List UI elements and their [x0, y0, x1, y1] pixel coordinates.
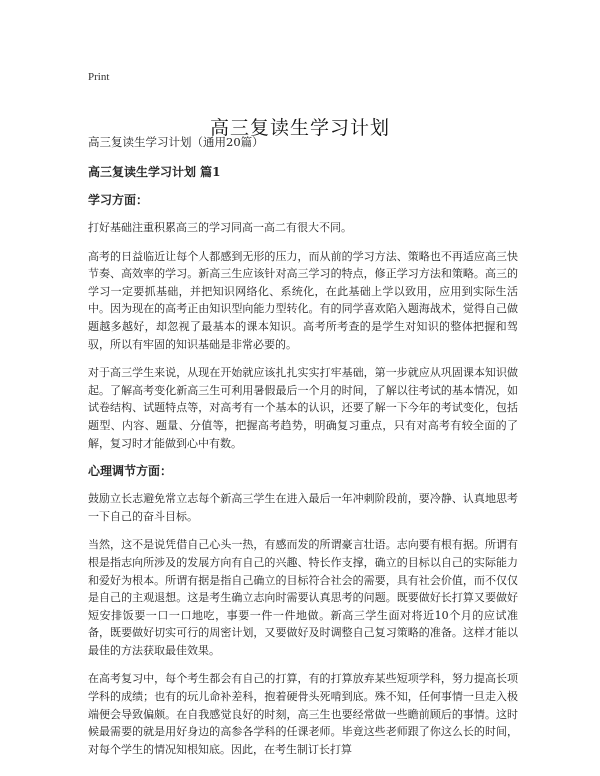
article-heading: 高三复读生学习计划 篇1: [88, 165, 221, 179]
document-title: 高三复读生学习计划: [209, 116, 390, 139]
section-psychology: [88, 463, 518, 758]
document-subtitle: 高三复读生学习计划（通用20篇）: [88, 135, 264, 149]
paragraph: 打好基础注重积累高三的学习同高一高二有很大不同。: [88, 221, 352, 234]
section-heading: 心理调节方面：: [88, 464, 173, 479]
section-heading: 学习方面：: [88, 193, 149, 207]
paragraph: 高考的日益临近让每个人都感到无形的压力，而从前的学习方法、策略也不再适应高三快节奏、高效率的学习。新高三生应该针对高三学习的特点，修正学习方法和策略。高三的学习一定要抓基础，并把知识网络化、系统化，在此基础上学以致用，应用到实际生活中。因为现在的高考正由知识型向能力型转化。有的同学喜欢陷入题海战术，觉得自己做题越多越好，却忽视了最基本的课本知识。高考所考查的是学生对知识的整体把握和驾驭，所以有牢固的知识基础是非常必要的。: [88, 249, 518, 351]
section-study: [88, 192, 518, 452]
paragraph: 当然，这不是说凭借自己心头一热，有感而发的所谓豪言壮语。志向要有根有据。所谓有根是指志向所涉及的发展方向有自己的兴趣、特长作支撑，确立的目标以自己的实际能力和爱好为根本。所谓有据是指自己确立的目标符合社会的需要，具有社会价值，而不仅仅是自己的主观退想。这是考生确立志向时需要认真思考的问题。既要做好长打算又要做好短安排饭要一口一口地吃，事要一件一件地做。新高三学生面对将近10个月的应试准备，既要做好切实可行的周密计划，又要做好及时调整自己复习策略的准备。这样才能以最佳的方法获取最佳效果。: [88, 538, 518, 657]
paragraph: 对于高三学生来说，从现在开始就应该扎扎实实打牢基础，第一步就应从巩固课本知识做起。了解高考变化新高三生可利用暑假最后一个月的时间，了解以往考试的基本情况，如试卷结构、试题特点等，对高考有一个基本的认识，还要了解一下今年的考试变化，包括题型、内容、题量、分值等，把握高考趋势，明确复习重点，只有对高考有较全面的了解，复习时才能做到心中有数。: [88, 366, 518, 450]
print-link[interactable]: Print: [88, 71, 110, 83]
paragraph: 鼓励立长志避免常立志每个新高三学生在进入最后一年冲刺阶段前，要冷静、认真地思考一下自己的奋斗目标。: [88, 492, 518, 523]
paragraph: 在高考复习中，每个考生都会有自己的打算，有的打算放弃某些短项学科，努力提高长项学科的成绩；也有的玩儿命补差科，抱着硬骨头死啃到底。殊不知，任何事情一旦走入极端便会导致偏颇。在自我感觉良好的时刻，高三生也要经常做一些瞻前顾后的事情。这时候最需要的就是用好身边的高参各学科的任课老师。毕竟这些老师跟了你这么长的时间，对每个学生的情况知根知底。因此，在考生制订长打算: [88, 672, 518, 756]
document-body: [88, 134, 518, 769]
